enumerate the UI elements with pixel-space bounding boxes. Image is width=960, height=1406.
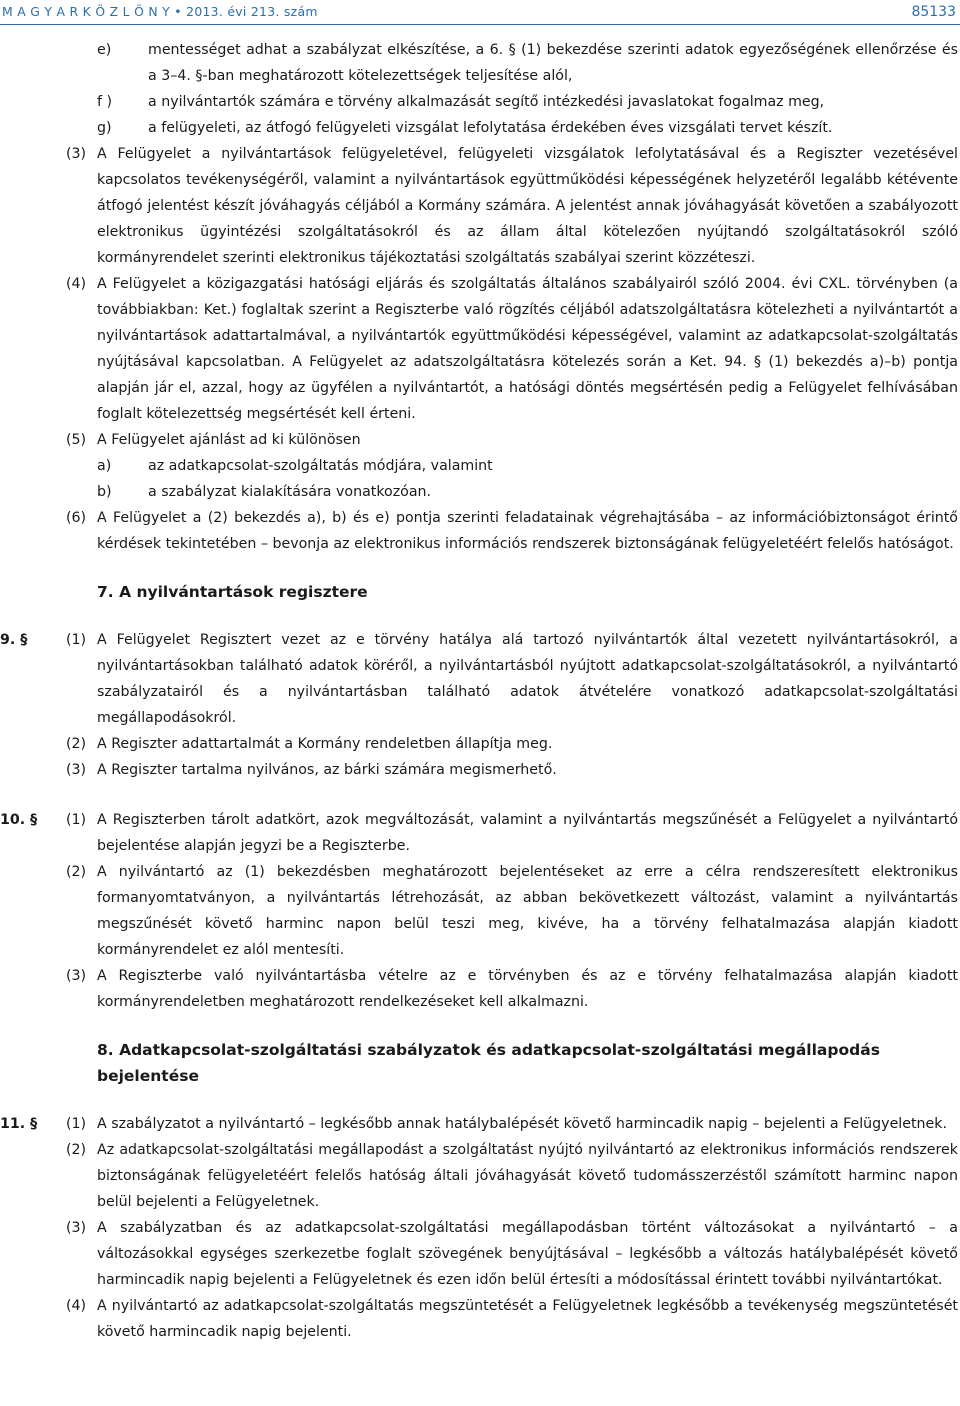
paragraph xyxy=(0,627,960,731)
paragraph-number: (3) xyxy=(66,1220,87,1236)
item-number: e) xyxy=(97,42,112,58)
paragraph-text: A Felügyelet a közigazgatási hatósági eljárás és szolgáltatás általános szabályairól szóló 2004. évi CXL. törvényben (a továbbiakban: Ket.) foglaltak szerint a Regiszterbe való rögzítés céljából adatszolgáltatásra kötelezheti a nyilvántartót a nyilvántartások adattartalmával, a nyilvántartók együttműködési képességével, valamint az adatkapcsolat-szolgáltatás nyújtásával kapcsolatban. A Felügyelet az adatszolgáltatásra kötelezés során a Ket. 94. § (1) bekezdés a)–b) pontja alapján jár el, azzal, hogy az ügyfélen a nyilvántartót, a hatósági döntés megsértésén pedig a Felügyelet felhívásában foglalt kötelezettség megsértését kell érteni. xyxy=(97,276,958,422)
paragraph xyxy=(0,141,960,271)
paragraph-number: (2) xyxy=(66,1142,87,1158)
item-number: a) xyxy=(97,458,112,474)
paragraph-number: (1) xyxy=(66,632,87,648)
paragraph-number: (5) xyxy=(66,432,87,448)
paragraph-text: Az adatkapcsolat-szolgáltatási megállapodást a szolgáltatást nyújtó nyilvántartó az elektronikus információs rendszerek biztonságának felügyeletéért felelős hatóság általi jóváhagyását követő tudomásszerzéstől számított harminc napon belül bejelenti a Felügyeletnek. xyxy=(97,1142,958,1210)
list-item xyxy=(0,453,960,479)
paragraph-text: A Felügyelet Regisztert vezet az e törvény hatálya alá tartozó nyilvántartók által vezetett nyilvántartásokról, a nyilvántartásokban található adatok köréről, a nyilvántartásból nyújtott adatkapcsolat-szolgáltatásokról, a nyilvántartó szabályzatairól és a nyilvántartásban található adatok átvételére vonatkozó adatkapcsolat-szolgáltatási megállapodásokról. xyxy=(97,632,958,726)
list-item xyxy=(0,479,960,505)
paragraph-number: (6) xyxy=(66,510,87,526)
list-item xyxy=(0,115,960,141)
section xyxy=(0,1111,960,1345)
paragraph xyxy=(0,427,960,453)
header-rule xyxy=(0,24,960,25)
page-body xyxy=(0,37,960,1345)
paragraph-text: A Regiszter adattartalmát a Kormány rendeletben állapítja meg. xyxy=(97,736,553,752)
item-text: az adatkapcsolat-szolgáltatás módjára, valamint xyxy=(148,458,493,474)
paragraph xyxy=(0,731,960,757)
section xyxy=(0,807,960,1015)
item-text: a felügyeleti, az átfogó felügyeleti vizsgálat lefolytatása érdekében éves vizsgálati tervet készít. xyxy=(148,120,833,136)
page-number: 85133 xyxy=(911,4,956,20)
paragraph-number: (3) xyxy=(66,146,87,162)
paragraph-text: A Regiszter tartalma nyilvános, az bárki számára megismerhető. xyxy=(97,762,557,778)
paragraph-number: (1) xyxy=(66,812,87,828)
paragraph-number: (3) xyxy=(66,762,87,778)
paragraph xyxy=(0,757,960,783)
paragraph xyxy=(0,271,960,427)
journal-title: M A G Y A R K Ö Z L Ö N Y • 2013. évi 213. szám xyxy=(2,4,318,19)
paragraph xyxy=(0,1215,960,1293)
item-number: b) xyxy=(97,484,112,500)
paragraph-number: (2) xyxy=(66,736,87,752)
item-text: a szabályzat kialakítására vonatkozóan. xyxy=(148,484,432,500)
paragraph xyxy=(0,807,960,859)
paragraph-text: A szabályzatot a nyilvántartó – legkésőbb annak hatálybalépését követő harmincadik napig – bejelenti a Felügyeletnek. xyxy=(97,1116,947,1132)
paragraph xyxy=(0,1293,960,1345)
paragraph-number: (2) xyxy=(66,864,87,880)
paragraph xyxy=(0,505,960,557)
section-number: 11. § xyxy=(0,1116,38,1132)
paragraph xyxy=(0,859,960,963)
item-number: f ) xyxy=(97,94,113,110)
list-item xyxy=(0,89,960,115)
paragraph-text: A Regiszterben tárolt adatkört, azok megváltozását, valamint a nyilvántartás megszűnését a Felügyelet a nyilvántartó bejelentése alapján jegyzi be a Regiszterbe. xyxy=(97,812,958,854)
section-heading: 7. A nyilvántartások regisztere xyxy=(97,583,368,601)
paragraph xyxy=(0,963,960,1015)
paragraph-text: A szabályzatban és az adatkapcsolat-szolgáltatási megállapodásban történt változásokat a nyilvántartó – a változásokkal egységes szerkezetbe foglalt szövegének benyújtásával – legkésőbb a változás hatálybalépését követő harmincadik napig bejelenti a Felügyeletnek és ezen időn belül értesíti a módosítással érintett további nyilvántartókat. xyxy=(97,1220,958,1288)
paragraph-text: A nyilvántartó az (1) bekezdésben meghatározott bejelentéseket az erre a célra rendszeresített elektronikus formanyomtatványon, a nyilvántartás létrehozását, az abban bekövetkezett változást, valamint a nyilvántartás megszűnését követő harminc napon belül teszi meg, kivéve, ha a törvény felhatalmazása alapján kiadott kormányrendelet ez alól mentesíti. xyxy=(97,864,958,958)
paragraph-text: A Felügyelet ajánlást ad ki különösen xyxy=(97,432,361,448)
item-number: g) xyxy=(97,120,112,136)
paragraph xyxy=(0,1111,960,1137)
paragraph-number: (1) xyxy=(66,1116,87,1132)
section-heading: 8. Adatkapcsolat-szolgáltatási szabályzatok és adatkapcsolat-szolgáltatási megállapodás bejelentése xyxy=(97,1041,880,1085)
paragraph xyxy=(0,1137,960,1215)
item-text: mentességet adhat a szabályzat elkészítése, a 6. § (1) bekezdése szerinti adatok egyezőségének ellenőrzése és a 3–4. §-ban meghatározott kötelezettségek teljesítése alól, xyxy=(148,42,958,84)
list-item xyxy=(0,37,960,89)
section-number: 9. § xyxy=(0,632,28,648)
section-number: 10. § xyxy=(0,812,38,828)
paragraph-text: A Felügyelet a nyilvántartások felügyeletével, felügyeleti vizsgálatok lefolytatásával és a Regiszter vezetésével kapcsolatos tevékenységéről, valamint a nyilvántartások együttműködési képességének helyzetéről legalább kétévente átfogó jelentést készít jóváhagyás céljából a Kormány számára. A jelentést annak jóváhagyását követően a szabályozott elektronikus ügyintézési szolgáltatásokról és az állam által kötelezően nyújtandó szolgáltatásokról szóló kormányrendelet szerinti elektronikus tájékoztatási szolgáltatás szabályai szerint közzéteszi. xyxy=(97,146,958,266)
paragraph-number: (4) xyxy=(66,276,87,292)
paragraph-number: (3) xyxy=(66,968,87,984)
page-header xyxy=(0,0,960,26)
item-text: a nyilvántartók számára e törvény alkalmazását segítő intézkedési javaslatokat fogalmaz meg, xyxy=(148,94,825,110)
section xyxy=(0,627,960,783)
paragraph-number: (4) xyxy=(66,1298,87,1314)
paragraph-text: A Regiszterbe való nyilvántartásba vételre az e törvényben és az e törvény felhatalmazása alapján kiadott kormányrendeletben meghatározott rendelkezéseket kell alkalmazni. xyxy=(97,968,958,1010)
paragraph-text: A nyilvántartó az adatkapcsolat-szolgáltatás megszüntetését a Felügyeletnek legkésőbb a tevékenység megszüntetését követő harmincadik napig bejelenti. xyxy=(97,1298,958,1340)
paragraph-text: A Felügyelet a (2) bekezdés a), b) és e) pontja szerinti feladatainak végrehajtásába – az információbiztonságot érintő kérdések tekintetében – bevonja az elektronikus információs rendszerek biztonságának felügyeletéért felelős hatóságot. xyxy=(97,510,958,552)
